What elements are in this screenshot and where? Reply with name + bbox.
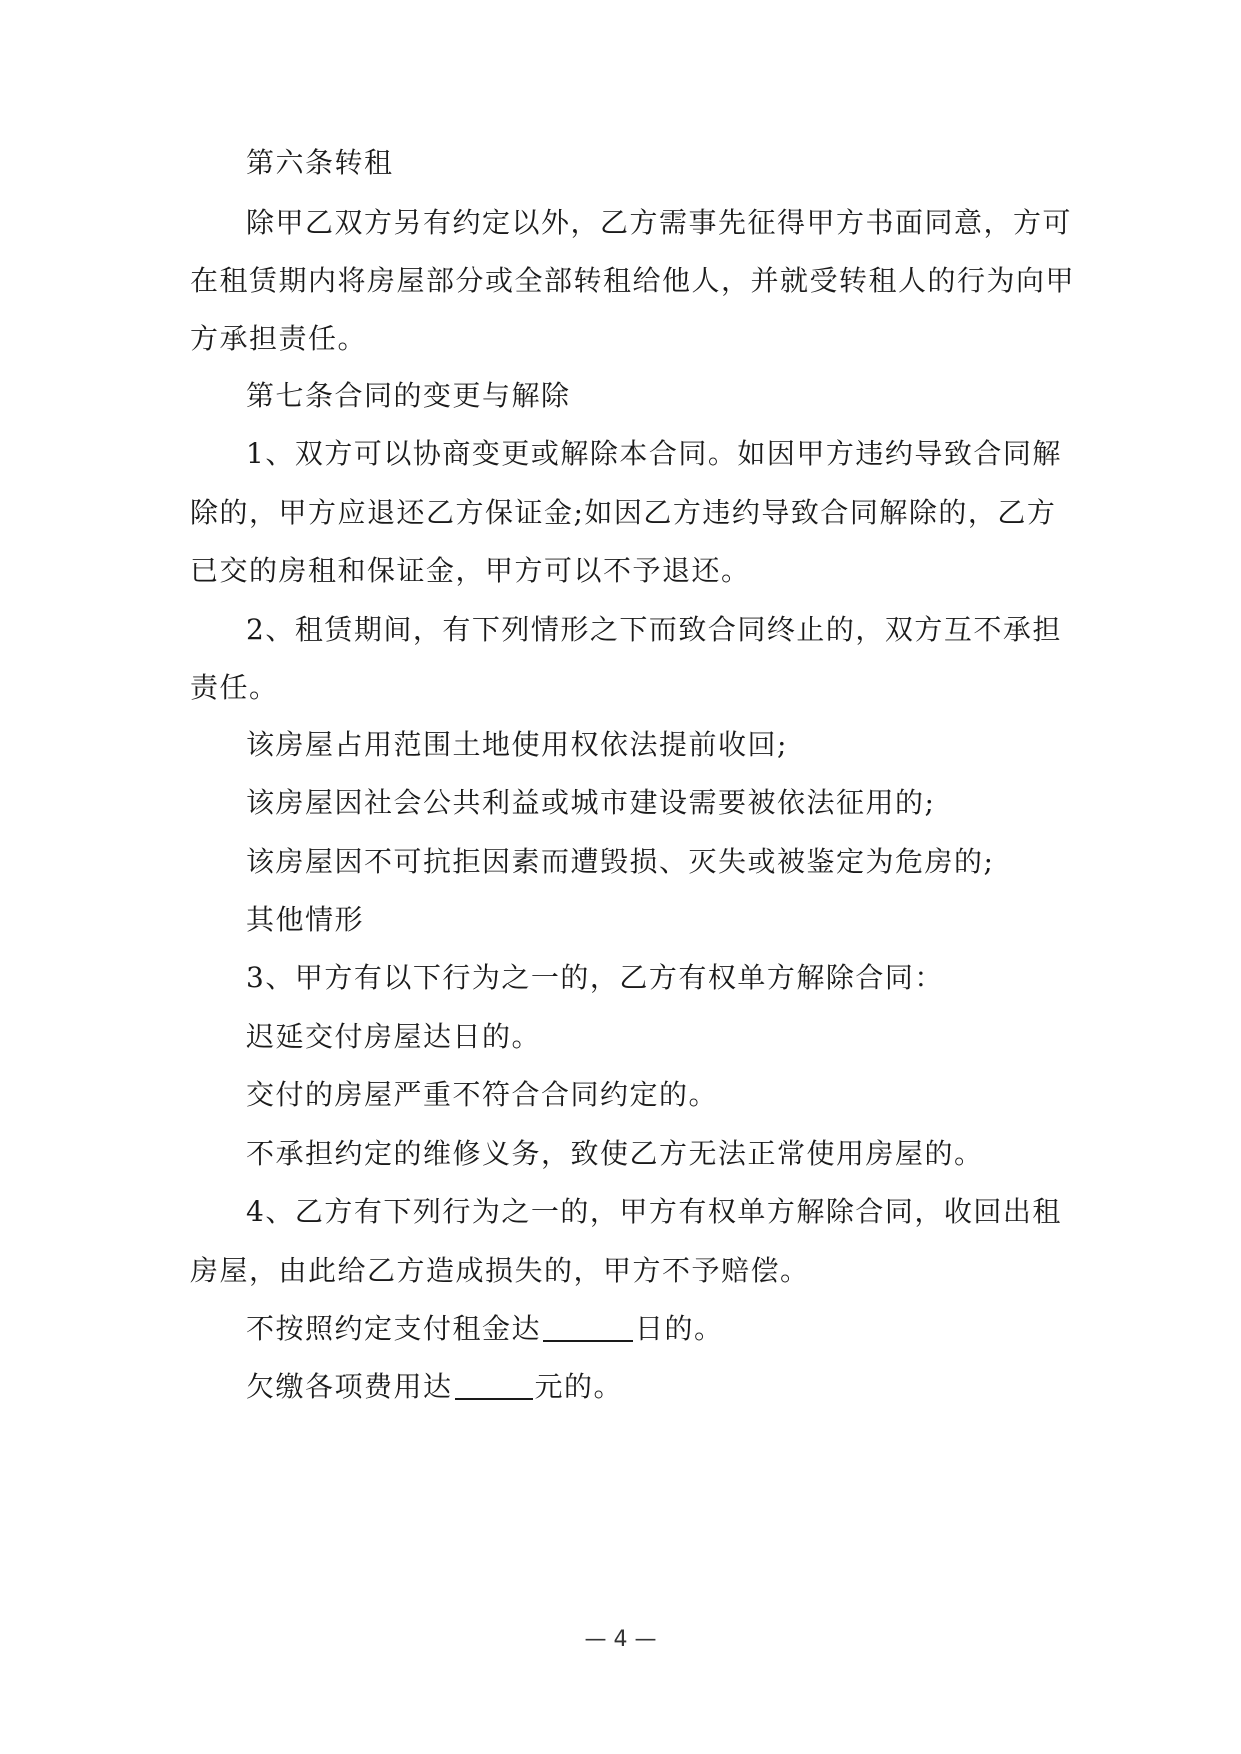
rent-overdue-suffix: 日的。 <box>635 1312 724 1345</box>
fill-in-blank <box>455 1370 533 1400</box>
clause-2-line: 责任。 <box>190 671 279 704</box>
list-item: 该房屋占用范围土地使用权依法提前收回; <box>246 728 788 761</box>
list-item: 不承担约定的维修义务，致使乙方无法正常使用房屋的。 <box>246 1137 984 1170</box>
clause-1-line: 除的，甲方应退还乙方保证金;如因乙方违约导致合同解除的，乙方 <box>190 496 1057 529</box>
clause-1-line: 1、双方可以协商变更或解除本合同。如因甲方违约导致合同解 <box>246 437 1062 470</box>
article-6-heading: 第六条转租 <box>246 146 394 179</box>
list-item: 该房屋因社会公共利益或城市建设需要被依法征用的; <box>246 786 936 819</box>
rent-overdue-text: 不按照约定支付租金达 <box>246 1312 542 1345</box>
list-item: 迟延交付房屋达日的。 <box>246 1020 542 1053</box>
fill-in-blank <box>543 1312 633 1342</box>
list-item: 该房屋因不可抗拒因素而遭毁损、灭失或被鉴定为危房的; <box>246 845 995 878</box>
list-item: 交付的房屋严重不符合合同约定的。 <box>246 1078 719 1111</box>
clause-1-line: 已交的房租和保证金，甲方可以不予退还。 <box>190 554 751 587</box>
page-number: — 4 — <box>584 1627 657 1652</box>
paragraph-line: 方承担责任。 <box>190 322 368 355</box>
clause-4-line: 4、乙方有下列行为之一的，甲方有权单方解除合同，收回出租 <box>246 1195 1062 1228</box>
article-7-heading: 第七条合同的变更与解除 <box>246 379 571 412</box>
fee-arrears-item <box>246 1367 623 1407</box>
clause-2-line: 2、租赁期间，有下列情形之下而致合同终止的，双方互不承担 <box>246 613 1062 646</box>
clause-3-line: 3、甲方有以下行为之一的，乙方有权单方解除合同： <box>246 961 944 994</box>
rent-overdue-item <box>246 1309 724 1349</box>
list-item: 其他情形 <box>246 903 365 936</box>
paragraph-line: 在租赁期内将房屋部分或全部转租给他人，并就受转租人的行为向甲 <box>190 264 1076 297</box>
fee-arrears-text: 欠缴各项费用达 <box>246 1370 453 1403</box>
clause-4-line: 房屋，由此给乙方造成损失的，甲方不予赔偿。 <box>190 1254 810 1287</box>
fee-arrears-suffix: 元的。 <box>534 1370 624 1403</box>
paragraph-line: 除甲乙双方另有约定以外，乙方需事先征得甲方书面同意，方可 <box>246 206 1073 239</box>
